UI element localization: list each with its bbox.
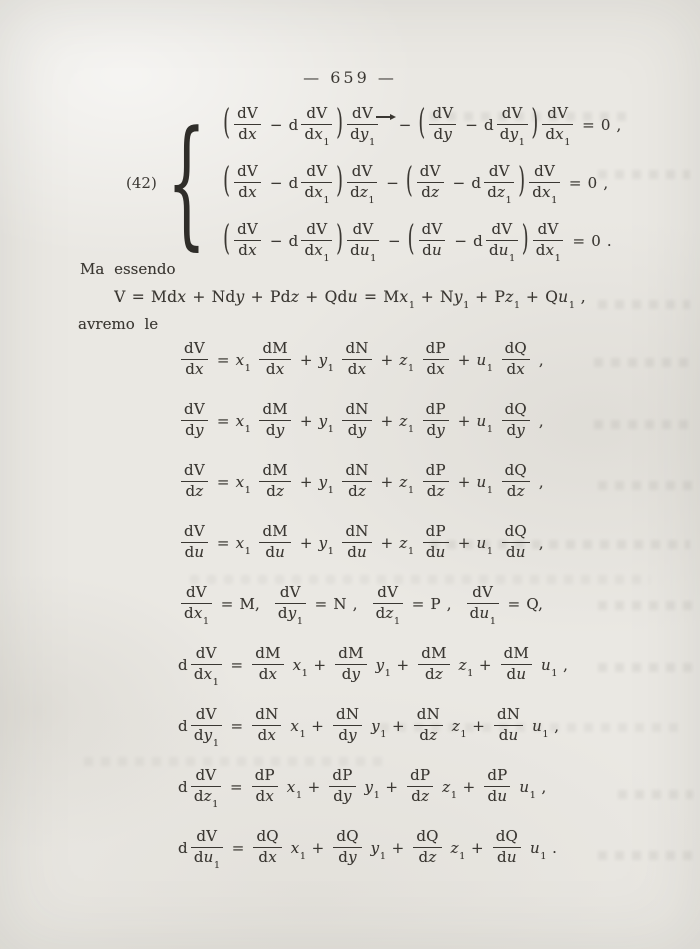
bleedthrough-artifact [594, 420, 694, 429]
equation-label: (42) [126, 174, 157, 192]
bleedthrough-artifact [598, 601, 693, 610]
bleedthrough-artifact [618, 790, 693, 799]
equation-stack [178, 338, 568, 887]
paragraph-ma-essendo: Ma essendo [80, 260, 176, 278]
equation-system-42 [126, 96, 622, 270]
bleedthrough-artifact [598, 851, 693, 860]
equation-line: $\frac{dV}{dy}$ = $x_1$ $\frac{dM}{dy}$ + $y_1$ $\frac{dN}{dy}$ + $z_1$ $\frac{dP}{dy}$ + $u_1$ $\frac{dQ}{dy}$ , [178, 399, 568, 443]
paragraph-avremo-le: avremo le [78, 315, 159, 333]
curly-brace-icon: { [166, 99, 207, 264]
equation-line: ( $\frac{dV}{dx}$ − d $\frac{dV}{dx_1}$ ) $\frac{dV}{dz_1}$ − ( $\frac{dV}{dz}$ − d $\frac{dV}{dz_1}$ ) $\frac{dV}{dx_1}$ = 0 , [223, 160, 609, 206]
equation-line: $\frac{dV}{du}$ = $x_1$ $\frac{dM}{du}$ + $y_1$ $\frac{dN}{du}$ + $z_1$ $\frac{dP}{du}$ + $u_1$ $\frac{dQ}{du}$ , [178, 521, 568, 565]
bleedthrough-artifact [594, 358, 694, 367]
equation-line: d $\frac{dV}{dx_1}$ = $\frac{dM}{dx}$ $x_1$ + $\frac{dM}{dy}$ $y_1$ + $\frac{dM}{dz}$ $z_1$ + $\frac{dM}{du}$ $u_1$ , [178, 644, 569, 688]
equation-line: d $\frac{dV}{dz_1}$ = $\frac{dP}{dx}$ $x_1$ + $\frac{dP}{dy}$ $y_1$ + $\frac{dP}{dz}$ $z_1$ + $\frac{dP}{du}$ $u_1$ , [178, 766, 547, 810]
bleedthrough-artifact [598, 481, 693, 490]
equation-line: $\frac{dV}{dx}$ = $x_1$ $\frac{dM}{dx}$ + $y_1$ $\frac{dN}{dx}$ + $z_1$ $\frac{dP}{dx}$ + $u_1$ $\frac{dQ}{dx}$ , [178, 338, 568, 382]
equation-line: $\frac{dV}{dz}$ = $x_1$ $\frac{dM}{dz}$ + $y_1$ $\frac{dN}{dz}$ + $z_1$ $\frac{dP}{dz}$ + $u_1$ $\frac{dQ}{dz}$ , [178, 460, 568, 504]
equation-line: ( $\frac{dV}{dx}$ − d $\frac{dV}{dx_1}$ ) $\frac{dV}{dy_1}$ − ( $\frac{dV}{dy}$ − d $\frac{dV}{dy_1}$ ) $\frac{dV}{dx_1}$ = 0 , [223, 102, 622, 148]
equation-line: d $\frac{dV}{du_1}$ = $\frac{dQ}{dx}$ $x_1$ + $\frac{dQ}{dy}$ $y_1$ + $\frac{dQ}{dz}$ $z_1$ + $\frac{dQ}{du}$ $u_1$ . [178, 827, 558, 871]
equation-line: ( $\frac{dV}{dx}$ − d $\frac{dV}{dx_1}$ ) $\frac{dV}{du_1}$ − ( $\frac{dV}{du}$ − d $\frac{dV}{du_1}$ ) $\frac{dV}{dx_1}$ = 0 . [223, 218, 612, 264]
equation-line: d $\frac{dV}{dy_1}$ = $\frac{dN}{dx}$ $x_1$ + $\frac{dN}{dy}$ $y_1$ + $\frac{dN}{dz}$ $z_1$ + $\frac{dN}{du}$ $u_1$ , [178, 705, 560, 749]
page-number: — 659 — [303, 68, 397, 87]
equation-line: V = Mdx + Ndy + Pdz + Qdu = $Mx_1 + Ny_1 + Pz_1 + Qu_1$ , [114, 288, 586, 312]
equation-system-lines [222, 96, 621, 270]
bleedthrough-artifact [598, 663, 693, 672]
equation-line: $\frac{dV}{dx_1}$ = M, $\frac{dV}{dy_1}$ = N , $\frac{dV}{dz_1}$ = P , $\frac{dV}{du_1}$ = Q, [178, 582, 568, 626]
